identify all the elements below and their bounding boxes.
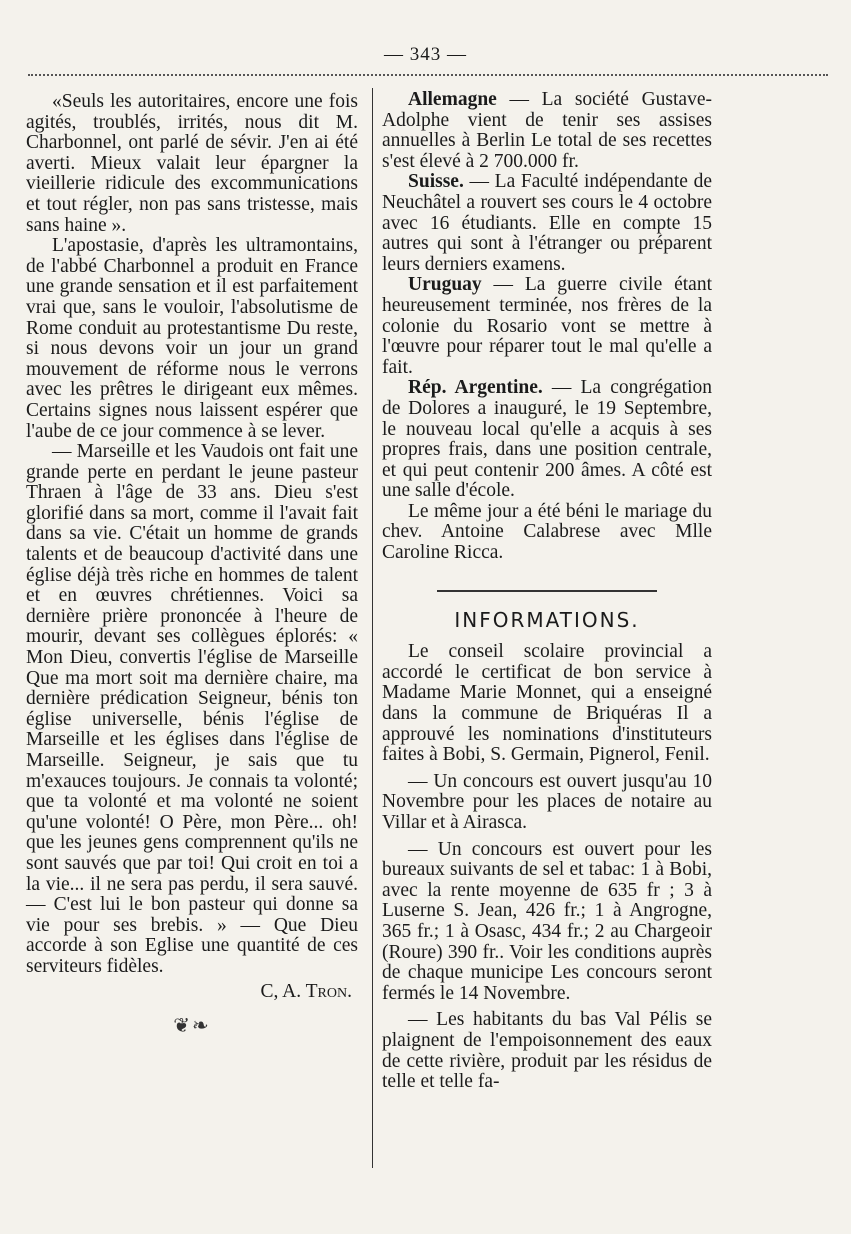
- entry-text: — La Faculté indépendante de Neuchâtel a rouvert ses cours le 4 octobre avec 16 étudiants. Elle en compte 15 autres qui sont à l'étranger ou préparent leurs derniers examens.: [382, 171, 712, 275]
- ornament-icon: ❦❧: [173, 1015, 211, 1038]
- right-column: [382, 90, 712, 1093]
- entry-text: — La congrégation de Dolores a inauguré, le 19 Septembre, le nouveau local qu'elle a acquis à ses propres frais, dans une position centrale, et qui peut contenir 200 âmes. A côté est une salle d'école.: [382, 377, 712, 502]
- apostasy-paragraph: L'apostasie, d'après les ultramontains, de l'abbé Charbonnel a produit en France une grande sensation et il est parfaitement vrai que, sans le vouloir, l'absolutisme de Rome conduit au protestantisme Du reste, si nous devons voir un jour un grand mouvement de réforme nous le verrons avec les prêtres le dirigeant eux mêmes. Certains signes nous laissent espérer que l'aube de ce jour commence à se lever.: [26, 235, 358, 442]
- column-divider: [372, 88, 373, 1168]
- left-column: [26, 92, 358, 1037]
- entry-lead: Uruguay: [408, 274, 482, 296]
- marseille-paragraph: — Marseille et les Vaudois ont fait une grande perte en perdant le jeune pasteur Thraen à l'âge de 33 ans. Dieu s'est glorifié dans sa mort, comme il l'avait fait dans sa vie. C'était un homme de grands talents et de beaucoup d'activité dans une église déjà très riche en hommes de talent et en œuvres chrétiennes. Voici sa dernière prière prononcée à l'heure de mourir, devant ses collègues éplorés: « Mon Dieu, convertis l'église de Marseille Que ma mort soit ma dernière chaire, ma dernière prédication Seigneur, bénis ton église universelle, bénis l'église de Marseille et les églises dans l'église de Marseille. Seigneur, je sais que tu m'exauces toujours. Je connais ta volonté; que ta volonté et ma volonté ne soient qu'une volonté! O Père, mon Père... oh! que les jeunes gens comprennent qu'ils ne sont sauvés que par toi! Qui croit en toi a la vie... il ne sera pas perdu, il sera sauvé. — C'est lui le bon pasteur qui donne sa vie pour ses brebis. » — Que Dieu accorde à son Eglise une quantité de ces serviteurs fidèles.: [26, 441, 358, 977]
- info-paragraph: — Un concours est ouvert jusqu'au 10 Novembre pour les places de notaire au Villar et à Airasca.: [382, 770, 712, 833]
- header-rule: [28, 74, 828, 76]
- news-entry-suisse: [382, 172, 712, 275]
- informations-title: INFORMATIONS.: [454, 607, 640, 632]
- quote-paragraph: «Seuls les autoritaires, encore une fois agités, troublés, irrités, nous dit M. Charbonnel, ont parlé de sévir. J'en ai été averti. Mieux valait leur épargner la vieillerie ridicule des excommunications et tout régler, non pas sans tristesse, mais sans haine ».: [26, 91, 358, 236]
- info-paragraph: — Un concours est ouvert pour les bureaux suivants de sel et tabac: 1 à Bobi, avec la rente moyenne de 635 fr ; 3 à Luserne S. Jean, 426 fr.; 1 à Angrogne, 365 fr.; 1 à Osasc, 434 fr.; 2 au Chargeoir (Roure) 390 fr.. Voir les conditions auprès de chaque municipe Les concours seront fermés le 14 Novembre.: [382, 838, 712, 1004]
- news-entry-allemagne: [382, 90, 712, 172]
- entry-text: — La guerre civile étant heureusement terminée, nos frères de la colonie du Rosario vont se mettre à l'œuvre pour réparer tout le mal qu'elle a fait.: [382, 274, 712, 378]
- entry-lead: Suisse.: [408, 171, 464, 193]
- page-number: — 343 —: [384, 44, 467, 65]
- entry-lead: Allemagne: [408, 89, 497, 110]
- section-divider: [437, 590, 657, 592]
- info-paragraph: Le conseil scolaire provincial a accordé le certificat de bon service à Madame Marie Monnet, qui a enseigné dans la commune de Briquéras Il a approuvé les nominations d'instituteurs faites à Bobi, S. Germain, Pignerol, Fenil.: [382, 641, 712, 766]
- entry-lead: Rép. Argentine.: [408, 377, 543, 399]
- entry-text: — La société Gustave-Adolphe vient de tenir ses assises annuelles à Berlin Le total de ses recettes s'est élevé à 2 700.000 fr.: [382, 89, 712, 172]
- news-entry-argentine: [382, 378, 712, 502]
- news-entry-uruguay: [382, 275, 712, 378]
- closing-paragraph: Le même jour a été béni le mariage du chev. Antoine Calabrese avec Mlle Caroline Ricca.: [382, 500, 712, 564]
- signature: C, A. Tron.: [260, 980, 352, 1002]
- info-paragraph: — Les habitants du bas Val Pélis se plaignent de l'empoisonnement des eaux de cette rivière, produit par les résidus de telle et telle fa-: [382, 1009, 712, 1093]
